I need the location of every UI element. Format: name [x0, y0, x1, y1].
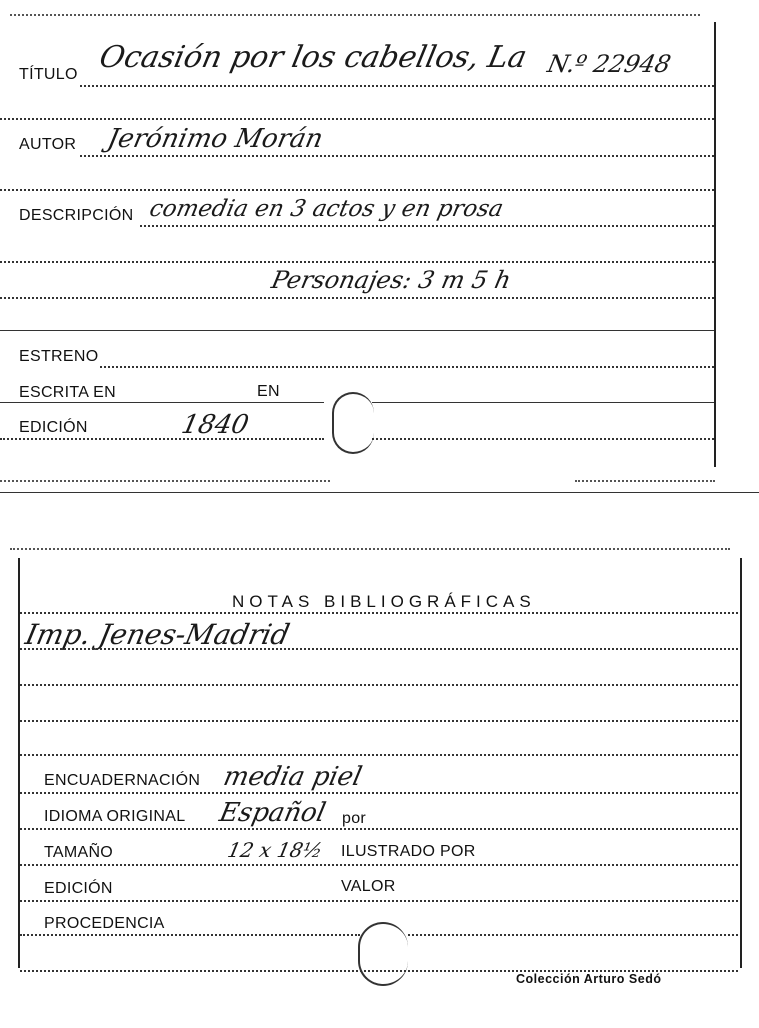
- tamano-line: [20, 864, 738, 866]
- idioma-original-label: IDIOMA ORIGINAL: [44, 808, 186, 825]
- edicion-line-right: [372, 438, 714, 440]
- scan-noise: [0, 480, 330, 486]
- tamano-label: TAMAÑO: [44, 844, 114, 861]
- scan-noise-top: [10, 14, 700, 20]
- por-label: por: [342, 810, 367, 827]
- rule-line: [0, 189, 714, 191]
- notas-heading: NOTAS BIBLIOGRÁFICAS: [232, 592, 536, 611]
- edicion-line: [20, 900, 738, 902]
- titulo-line: [80, 85, 714, 87]
- descripcion-label: DESCRIPCIÓN: [19, 207, 134, 224]
- notas-line: [20, 754, 738, 756]
- punch-hole: [358, 922, 408, 986]
- edicion-label: EDICIÓN: [19, 419, 88, 436]
- descripcion-value: comedia en 3 actos y en prosa: [147, 196, 506, 222]
- heading-line: [20, 612, 738, 614]
- autor-label: AUTOR: [19, 136, 77, 153]
- en-label: EN: [257, 383, 280, 400]
- encuadernacion-line: [20, 792, 738, 794]
- notas-line: [20, 720, 738, 722]
- rule-line: [0, 261, 714, 263]
- scan-noise-top: [10, 548, 730, 554]
- descripcion-line: [140, 225, 714, 227]
- autor-value: Jerónimo Morán: [104, 124, 326, 154]
- rule-line: [0, 118, 714, 120]
- escrita-en-label: ESCRITA EN: [19, 384, 116, 401]
- personajes-value: Personajes: 3 m 5 h: [269, 266, 514, 294]
- procedencia-line-right: [408, 934, 738, 936]
- encuadernacion-label: ENCUADERNACIÓN: [44, 772, 201, 789]
- notas-line: [20, 648, 738, 650]
- autor-line: [80, 155, 714, 157]
- rule-line: [0, 297, 714, 299]
- encuadernacion-value: media piel: [220, 762, 365, 792]
- catalog-number: N.º 22948: [545, 50, 674, 78]
- collection-footer: Colección Arturo Sedó: [516, 972, 662, 986]
- estreno-label: ESTRENO: [19, 348, 99, 365]
- valor-label: VALOR: [341, 878, 396, 895]
- notas-value: Imp. Jenes-Madrid: [22, 618, 293, 651]
- edicion-value: 1840: [178, 410, 252, 440]
- ilustrado-por-label: ILUSTRADO POR: [341, 843, 476, 860]
- catalog-card-front: [0, 0, 759, 495]
- notas-line: [20, 684, 738, 686]
- idioma-line: [20, 828, 738, 830]
- procedencia-label: PROCEDENCIA: [44, 915, 165, 932]
- escrita-en-line: [0, 402, 324, 403]
- edicion-label: EDICIÓN: [44, 880, 113, 897]
- card-separator: [0, 492, 759, 493]
- section-rule: [0, 330, 714, 331]
- en-line: [372, 402, 714, 403]
- procedencia-line: [20, 934, 360, 936]
- punch-hole: [332, 392, 374, 454]
- titulo-label: TÍTULO: [19, 66, 78, 83]
- edicion-line: [0, 438, 324, 440]
- scan-noise: [575, 480, 715, 486]
- idioma-original-value: Español: [216, 798, 329, 828]
- catalog-card-back: [0, 540, 759, 1028]
- tamano-value: 12 x 18½: [225, 838, 325, 862]
- titulo-value: Ocasión por los cabellos, La: [96, 40, 530, 75]
- estreno-line: [100, 366, 714, 368]
